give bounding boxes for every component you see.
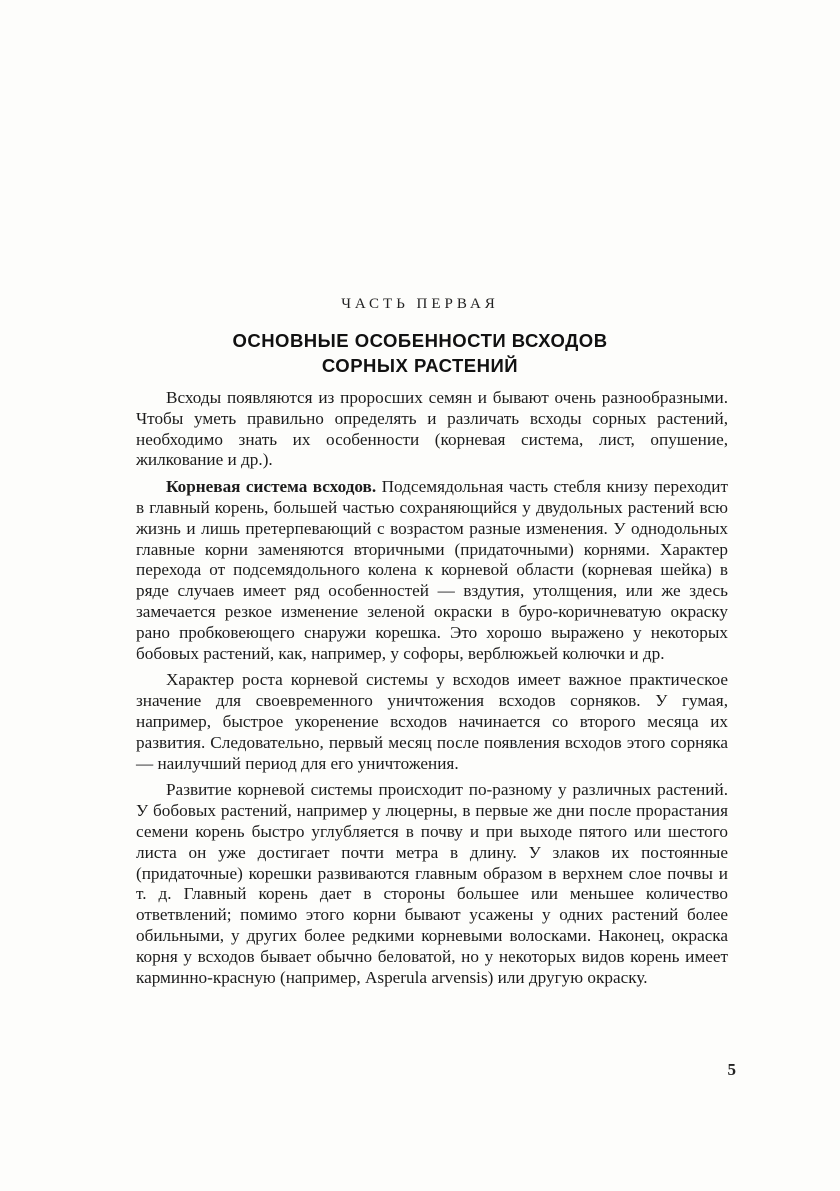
part-label: ЧАСТЬ ПЕРВАЯ bbox=[341, 296, 499, 312]
body-text bbox=[136, 388, 728, 994]
page-number: 5 bbox=[727, 1060, 736, 1079]
paragraph-2-text: Подсемядольная часть стебля книзу переходит в главный корень, большей частью сохраняющийся у двудольных растений всю жизнь и лишь претерпевающий с возрастом разные изменения. У однодольных главные корни заменяются вторичными (придаточными) корнями. Характер перехода от подсемядольного колена к корневой области (корневая шейка) в ряде случаев имеет ряд особенностей — вздутия, утолщения, или же здесь замечается резкое изменение зеленой окраски в буро-коричневатую окраску рано пробковеющего снаружи корешка. Это хорошо выражено у некоторых бобовых растений, как, например, у софоры, верблюжьей колючки и др. bbox=[136, 477, 729, 663]
chapter-title bbox=[0, 328, 840, 378]
paragraph-4: Развитие корневой системы происходит по-разному у различных растений. У бобовых растений, например у люцерны, в первые же дни после прорастания семени корень быстро углубляется в почву и при выходе пятого или шестого листа он уже достигает почти метра в длину. У злаков их постоянные (придаточные) корешки развиваются главным образом в верхнем слое почвы и т. д. Главный корень дает в стороны большее или меньшее количество ответвлений; помимо этого корни бывают усажены у одних растений более обильными, у других более редкими корневыми волосками. Наконец, окраска корня у всходов бывает обычно беловатой, но у некоторых видов корень имеет карминно-красную (например, Asperula arvensis) или другую окраску. bbox=[136, 780, 728, 987]
paragraph-3: Характер роста корневой системы у всходов имеет важное практическое значение для своевременного уничтожения всходов сорняков. У гумая, например, быстрое укоренение всходов начинается со второго месяца их развития. Следовательно, первый месяц после появления всходов этого сорняка — наилучший период для его уничтожения. bbox=[136, 670, 728, 773]
paragraph-2 bbox=[136, 477, 728, 664]
paragraph-2-heading: Корневая система всходов. bbox=[166, 477, 377, 497]
chapter-title-line-2: СОРНЫХ РАСТЕНИЙ bbox=[321, 355, 519, 376]
chapter-title-line-1: ОСНОВНЫЕ ОСОБЕННОСТИ ВСХОДОВ bbox=[232, 330, 608, 351]
paragraph-1: Всходы появляются из проросших семян и бывают очень разнообразными. Чтобы уметь правильно определять и различать всходы сорных растений, необходимо знать их особенности (корневая система, лист, опушение, жилкование и др.). bbox=[136, 388, 728, 470]
